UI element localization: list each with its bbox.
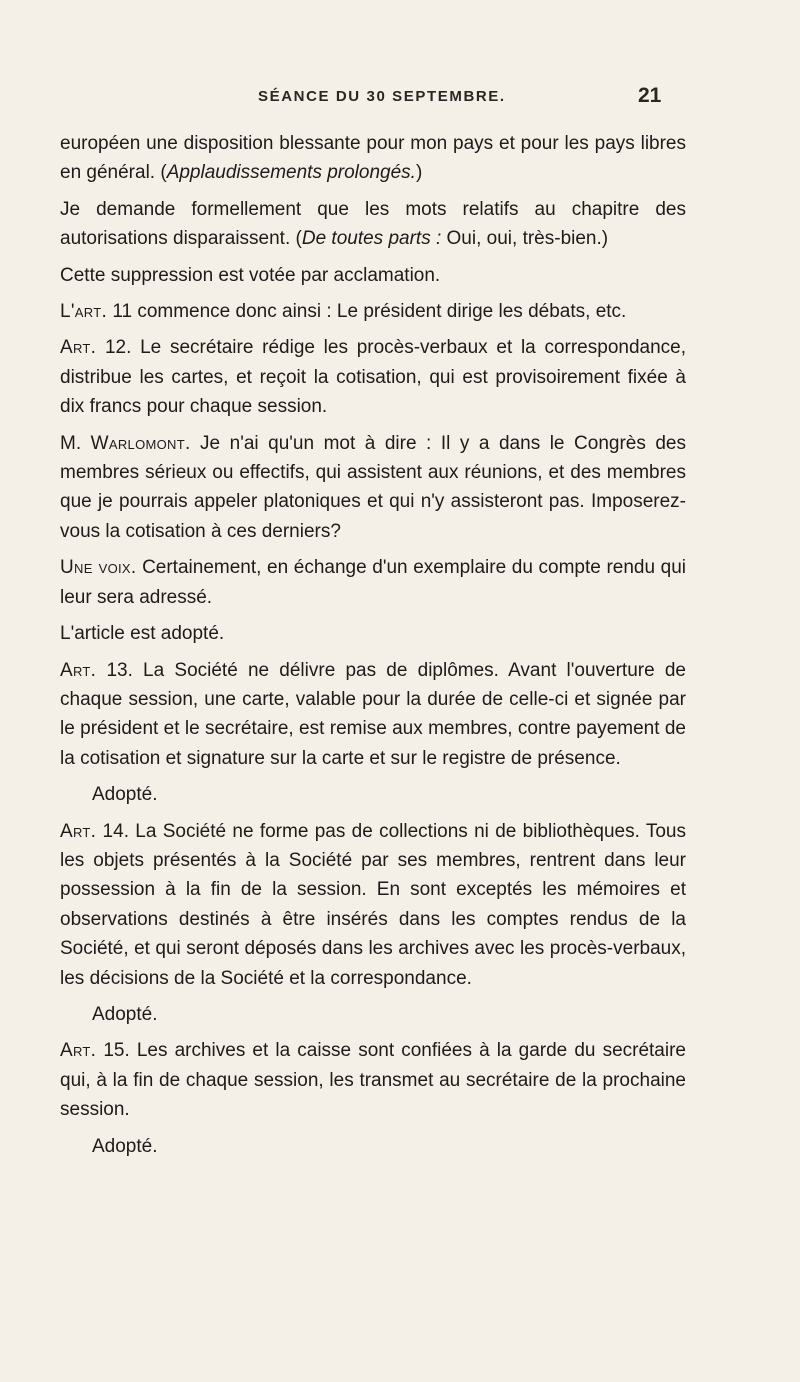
- body-text: [60, 129, 686, 1168]
- paragraph-adopte-2: Adopté.: [92, 1003, 158, 1025]
- paragraph-text: européen une disposition blessante pour mon pays et pour les pays libres en général. (: [60, 133, 686, 184]
- paragraph-text: ): [415, 162, 423, 184]
- page-number: 21: [638, 84, 662, 107]
- paragraph-demand-removal: [60, 195, 686, 254]
- paragraph-article-12: [60, 333, 686, 421]
- paragraph-text: 15. Les archives et la caisse sont confiées à la garde du secrétaire qui, à la fin de chaque session, les transmet au secrétaire de la prochaine session.: [60, 1040, 686, 1121]
- article-label: Art.: [60, 659, 97, 681]
- stage-direction: De toutes parts :: [301, 228, 442, 250]
- paragraph-article-14: [60, 817, 686, 993]
- speaker-name: Warlomont.: [90, 432, 191, 454]
- stage-direction: Applaudissements prolongés.: [166, 162, 416, 184]
- paragraph-text: Je n'ai qu'un mot à dire : Il y a dans le Congrès des membres sérieux ou effectifs, qui assistent aux réunions, et des membres que je pourrais appeler platoniques et qui n'y assisteront pas. Imposerez-vous la cotisation à ces derniers?: [60, 432, 686, 542]
- article-label: Art.: [60, 1040, 97, 1062]
- article-label: Art.: [60, 337, 97, 359]
- paragraph-article-adopted: L'article est adopté.: [60, 623, 225, 645]
- paragraph-article-11: [60, 297, 686, 326]
- running-title: SÉANCE DU 30 SEPTEMBRE.: [258, 88, 506, 105]
- paragraph-text: Certainement, en échange d'un exemplaire du compte rendu qui leur sera adressé.: [60, 557, 687, 608]
- paragraph-article-13: [60, 656, 686, 774]
- paragraph-acclamation: Cette suppression est votée par acclamation.: [60, 264, 441, 286]
- paragraph-article-15: [60, 1036, 686, 1124]
- paragraph-text: 14. La Société ne forme pas de collections ni de bibliothèques. Tous les objets présentés à la Société par ses membres, rentrent dans leur possession à la fin de la session. En sont exceptés les mémoires et observations destinés à être insérés dans les comptes rendus de la Société, et qui seront déposés dans les archives avec les procès-verbaux, les décisions de la Société et la correspondance.: [60, 820, 686, 989]
- article-label: L'art.: [60, 301, 108, 323]
- paragraph-text: 13. La Société ne délivre pas de diplômes. Avant l'ouverture de chaque session, une carte, valable pour la durée de celle-ci et signée par le président et le secrétaire, est remise aux membres, contre payement de la cotisation et signature sur la carte et sur le registre de présence.: [60, 659, 686, 769]
- paragraph-text: Oui, oui, très-bien.): [441, 228, 609, 250]
- article-label: Art.: [60, 820, 97, 842]
- paragraph-adopte-3: Adopté.: [92, 1135, 158, 1157]
- paragraph-text: 11 commence donc ainsi : Le président dirige les débats, etc.: [107, 301, 627, 323]
- speaker-name: Une voix.: [60, 557, 137, 579]
- paragraph-text: 12. Le secrétaire rédige les procès-verbaux et la correspondance, distribue les cartes, et reçoit la cotisation, qui est provisoirement fixée à dix francs pour chaque session.: [60, 337, 686, 418]
- page-header: [0, 84, 800, 112]
- paragraph-warlomont: [60, 429, 686, 547]
- paragraph-text: Je demande formellement que les mots relatifs au chapitre des autorisations disparaissent. (: [60, 198, 686, 250]
- paragraph-adopte-1: Adopté.: [92, 784, 158, 806]
- speaker-prefix: M.: [60, 432, 91, 454]
- paragraph-european-disposition: [60, 129, 686, 188]
- paragraph-une-voix: [60, 553, 686, 612]
